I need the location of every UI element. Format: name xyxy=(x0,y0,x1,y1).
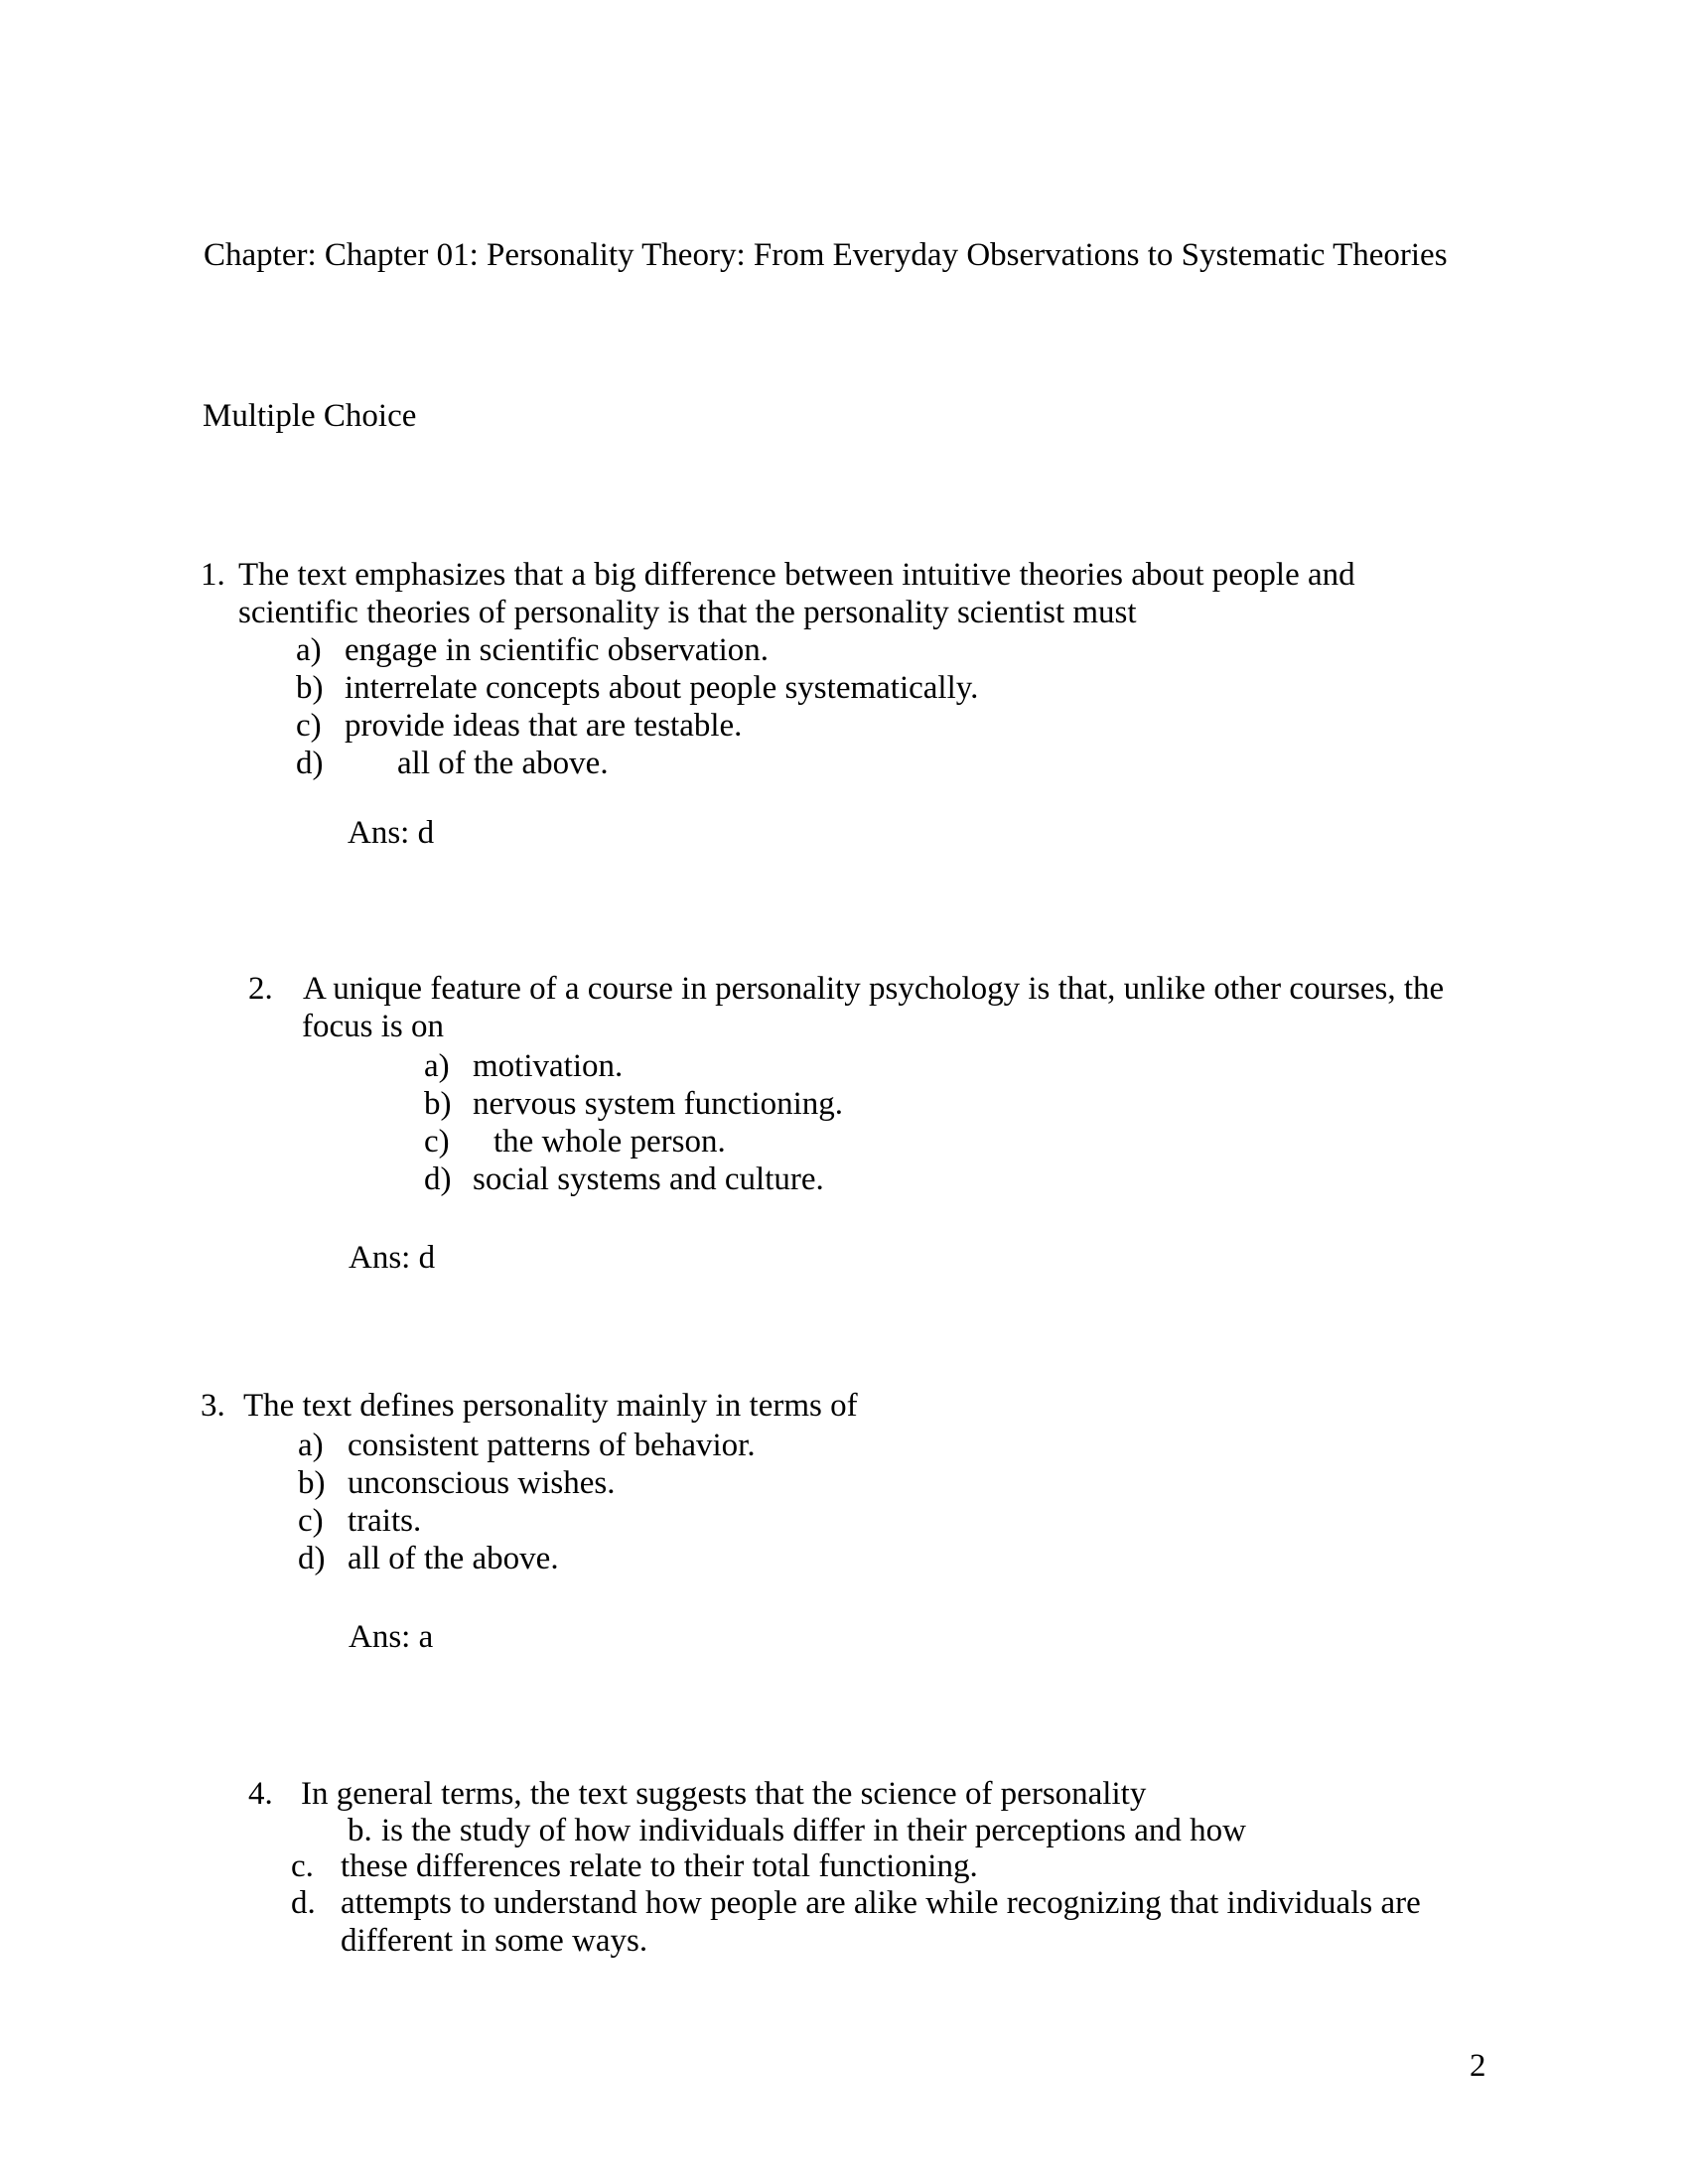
question-2-option-a-text: motivation. xyxy=(473,1048,624,1084)
question-1-option-c-text: provide ideas that are testable. xyxy=(345,708,743,744)
page-number: 2 xyxy=(1470,2048,1486,2084)
section-heading: Multiple Choice xyxy=(203,398,417,434)
question-4-option-c-text: these differences relate to their total functioning. xyxy=(341,1848,978,1884)
question-2-option-a-label: a) xyxy=(424,1048,450,1084)
question-2-answer: Ans: d xyxy=(349,1240,436,1276)
question-2-option-d-text: social systems and culture. xyxy=(473,1161,824,1197)
question-4-option-c-label: c. xyxy=(291,1848,314,1884)
question-3-option-b-label: b) xyxy=(298,1465,326,1501)
question-1-text-line-2: scientific theories of personality is that the personality scientist must xyxy=(238,595,1137,630)
question-4-option-d-text-line-2: different in some ways. xyxy=(341,1923,648,1959)
question-4-number: 4. xyxy=(248,1776,273,1812)
question-1-option-c-label: c) xyxy=(296,708,322,744)
question-4-option-b-text: is the study of how individuals differ in their perceptions and how xyxy=(381,1813,1246,1848)
question-1-option-d-label: d) xyxy=(296,746,324,781)
question-3-option-a-text: consistent patterns of behavior. xyxy=(348,1428,756,1463)
question-4-option-b-label: b. xyxy=(348,1813,372,1848)
question-1-option-a-label: a) xyxy=(296,632,322,668)
chapter-title: Chapter: Chapter 01: Personality Theory: From Everyday Observations to Systematic Theories xyxy=(204,237,1448,273)
question-2-option-c-label: c) xyxy=(424,1124,450,1160)
question-2-number: 2. xyxy=(248,971,273,1007)
question-3-option-a-label: a) xyxy=(298,1428,324,1463)
question-1-option-b-label: b) xyxy=(296,670,324,706)
question-3-answer: Ans: a xyxy=(349,1619,434,1655)
question-1-option-a-text: engage in scientific observation. xyxy=(345,632,770,668)
question-1-option-b-text: interrelate concepts about people systematically. xyxy=(345,670,979,706)
question-4-option-d-text: attempts to understand how people are alike while recognizing that individuals are xyxy=(341,1885,1421,1921)
question-1-number: 1. xyxy=(201,557,225,593)
question-3-number: 3. xyxy=(201,1388,225,1424)
question-2-option-c-text: the whole person. xyxy=(493,1124,726,1160)
question-4-option-d-label: d. xyxy=(291,1885,316,1921)
question-3-option-b-text: unconscious wishes. xyxy=(348,1465,616,1501)
question-2-option-b-label: b) xyxy=(424,1086,452,1122)
question-2-option-d-label: d) xyxy=(424,1161,452,1197)
question-1-answer: Ans: d xyxy=(348,815,435,851)
question-2-option-b-text: nervous system functioning. xyxy=(473,1086,844,1122)
question-4-text-line-1: In general terms, the text suggests that the science of personality xyxy=(301,1776,1147,1812)
question-2-text-line-1: A unique feature of a course in personality psychology is that, unlike other courses, the xyxy=(303,971,1445,1007)
question-3-option-d-label: d) xyxy=(298,1541,326,1576)
question-1-text-line-1: The text emphasizes that a big difference between intuitive theories about people and xyxy=(238,557,1355,593)
question-3-text-line-1: The text defines personality mainly in terms of xyxy=(243,1388,858,1424)
question-3-option-d-text: all of the above. xyxy=(348,1541,559,1576)
question-2-text-line-2: focus is on xyxy=(302,1009,444,1044)
question-1-option-d-text: all of the above. xyxy=(397,746,609,781)
question-3-option-c-label: c) xyxy=(298,1503,324,1539)
question-3-option-c-text: traits. xyxy=(348,1503,422,1539)
